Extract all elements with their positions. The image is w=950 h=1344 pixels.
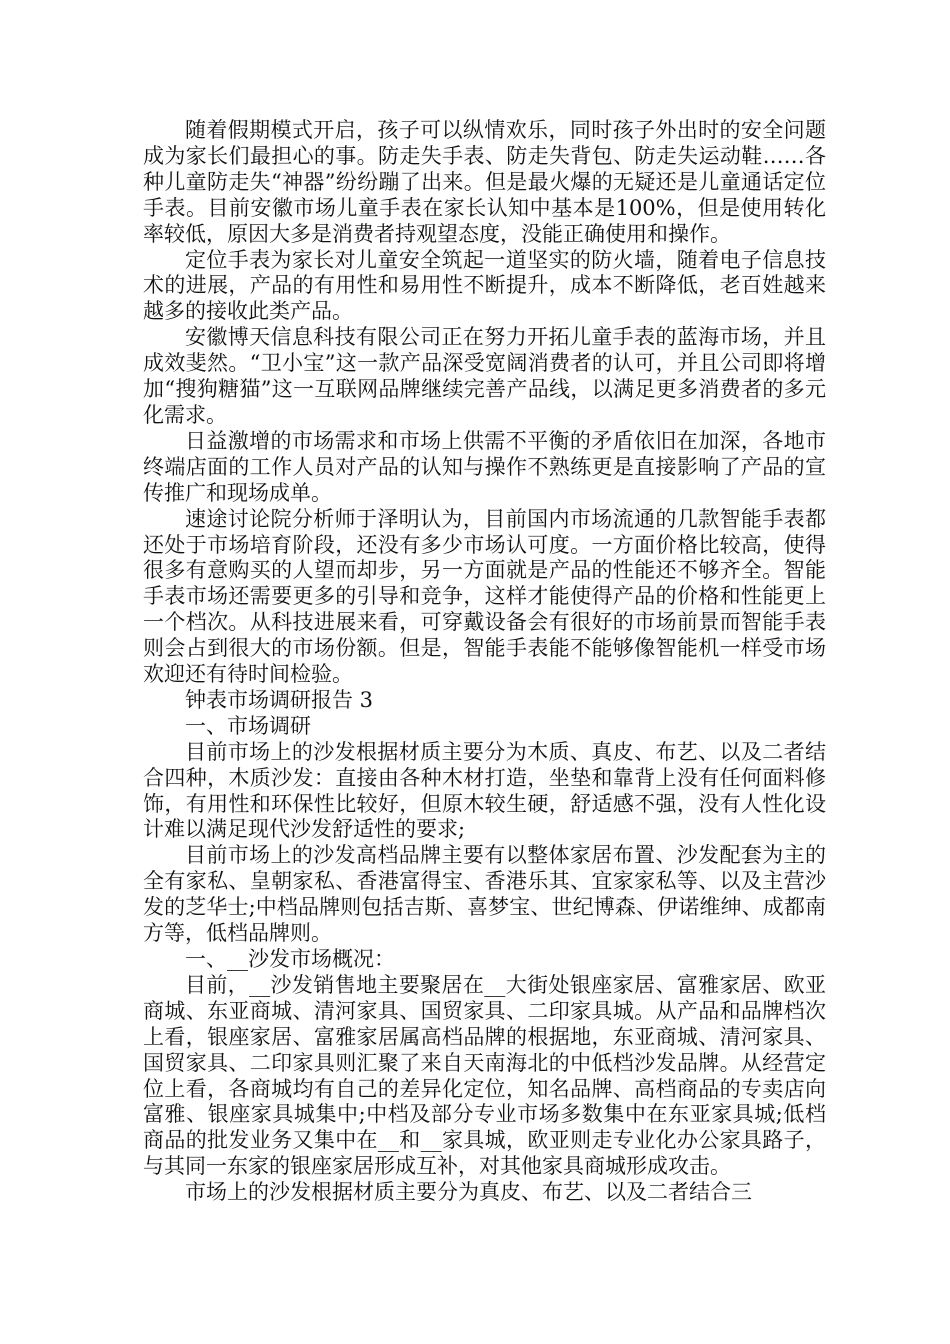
- paragraph-sofa-locations: 目前，__沙发销售地主要聚居在__大街处银座家居、富雅家居、欧亚商城、东亚商城、清河家具、国贸家具、二印家具城。从产品和品牌档次上看，银座家居、富雅家居属高档品牌的根据地，东亚商城、清河家具、国贸家具、二印家具则汇聚了来自天南海北的中低档沙发品牌。从经营定位上看，各商城均有自己的差异化定位，知名品牌、高档商品的专卖店向富雅、银座家具城集中;中档及部分专业市场多数集中在东亚家具城;低档商品的批发业务又集中在__和__家具城，欧亚则走专业化办公家具路子，与其同一东家的银座家居形成互补，对其他家具商城形成攻击。: [143, 972, 826, 1179]
- paragraph-kids-watch-intro: 随着假期模式开启，孩子可以纵情欢乐，同时孩子外出时的安全问题成为家长们最担心的事。防走失手表、防走失背包、防走失运动鞋……各种儿童防走失“神器”纷纷蹦了出来。但是最火爆的无疑还是儿童通话定位手表。目前安徽市场儿童手表在家长认知中基本是100%，但是使用转化率较低，原因大多是消费者持观望态度，没能正确使用和操作。: [143, 118, 826, 246]
- section-heading-sofa-overview: 一、__沙发市场概况：: [185, 947, 395, 971]
- paragraph-sofa-materials-2: 市场上的沙发根据材质主要分为真皮、布艺、以及二者结合三: [185, 1180, 752, 1205]
- report-title: 钟表市场调研报告 3: [185, 687, 374, 712]
- paragraph-sofa-materials: 目前市场上的沙发根据材质主要分为木质、真皮、布艺、以及二者结合四种，木质沙发：直接由各种木材打造，坐垫和靠背上没有任何面料修饰，有用性和环保性比较好，但原木较生硬，舒适感不强，没有人性化设计难以满足现代沙发舒适性的要求;: [143, 739, 826, 842]
- paragraph-safety-firewall: 定位手表为家长对儿童安全筑起一道坚实的防火墙，随着电子信息技术的进展，产品的有用性和易用性不断提升，成本不断降低，老百姓越来越多的接收此类产品。: [143, 247, 826, 324]
- document-body: [143, 118, 826, 1206]
- paragraph-analyst-view: 速途讨论院分析师于泽明认为，目前国内市场流通的几款智能手表都还处于市场培育阶段，还没有多少市场认可度。一方面价格比较高，使得很多有意购买的人望而却步，另一方面就是产品的性能还不够齐全。智能手表市场还需要更多的引导和竞争，这样才能使得产品的价格和性能更上一个档次。从科技进展来看，可穿戴设备会有很好的市场前景而智能手表则会占到很大的市场份额。但是，智能手表能不能够像智能机一样受市场欢迎还有待时间检验。: [143, 506, 826, 687]
- paragraph-supply-demand: 日益激增的市场需求和市场上供需不平衡的矛盾依旧在加深，各地市终端店面的工作人员对产品的认知与操作不熟练更是直接影响了产品的宣传推广和现场成单。: [143, 428, 826, 505]
- section-heading-market-research: 一、市场调研: [185, 713, 311, 738]
- paragraph-company-market: 安徽博天信息科技有限公司正在努力开拓儿童手表的蓝海市场，并且成效斐然。“卫小宝”这一款产品深受宽阔消费者的认可，并且公司即将增加“搜狗糖猫”这一互联网品牌继续完善产品线，以满足更多消费者的多元化需求。: [143, 325, 826, 427]
- paragraph-sofa-brands: 目前市场上的沙发高档品牌主要有以整体家居布置、沙发配套为主的全有家私、皇朝家私、香港富得宝、香港乐其、宜家家私等、以及主营沙发的芝华士;中档品牌则包括吉斯、喜梦宝、世纪博森、伊诺维绅、成都南方等，低档品牌则。: [143, 843, 826, 946]
